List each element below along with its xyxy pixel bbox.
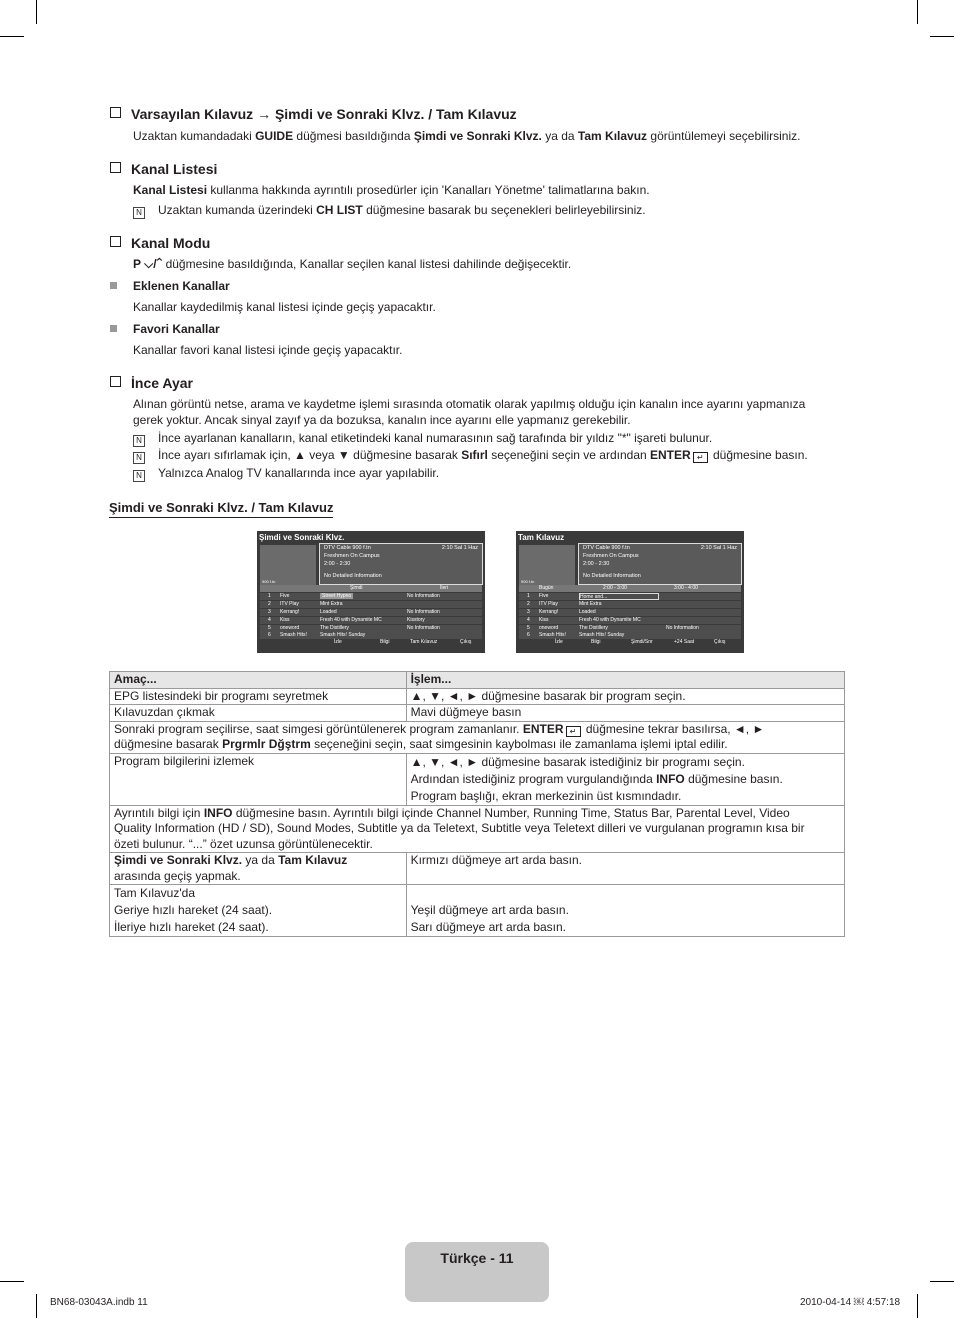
channel-up-down-icon: ⌵/⌃ [144, 257, 163, 271]
table-row [110, 753, 845, 805]
table-cell: Yeşil düğmeye art arda basın. Sarı düğmeye art arda basın. [406, 885, 844, 937]
guide-row[interactable]: 2 ITV Play Mint Extra [260, 601, 482, 608]
guide-row[interactable]: 2 ITV Play Mint Extra [519, 601, 741, 608]
table-row [110, 885, 845, 937]
page-number-tab: Türkçe - 11 [405, 1242, 549, 1302]
table-cell: ▲, ▼, ◄, ► düğmesine basarak istediğiniz bir programı seçin. Ardından istediğiniz program vurgulandığında INFO düğmesine basın. Program başlığı, ekran merkezinin üst kısmındadır. [406, 753, 844, 805]
table-cell: Program bilgilerini izlemek [110, 753, 407, 805]
table-row [110, 853, 845, 885]
crop-mark [930, 36, 954, 37]
crop-mark [36, 0, 37, 24]
paragraph: gerek yoktur. Ancak sinyal zayıf ya da bozuksa, kanalın ince ayarını elle yapmanız gerekebilir. [133, 413, 631, 427]
paragraph: Uzaktan kumandadaki GUIDE düğmesi basıldığında Şimdi ve Sonraki Klvz. ya da Tam Kılavuz görüntülemeyi seçebilirsiniz. [133, 129, 801, 143]
checkbox-icon [110, 376, 121, 387]
crop-mark [36, 1294, 37, 1318]
crop-mark [917, 0, 918, 24]
guide-row[interactable]: 4 Kiss Fresh 40 with Dynamite MC Kisstory [260, 617, 482, 624]
table-cell: ▲, ▼, ◄, ► düğmesine basarak bir program seçin. [406, 688, 844, 705]
section-heading: İnce Ayar [110, 375, 193, 391]
bullet-desc: Kanallar kaydedilmiş kanal listesi içinde geçiş yapacaktır. [133, 300, 436, 314]
section-heading: Varsayılan Kılavuz → Şimdi ve Sonraki Klvz. / Tam Kılavuz [110, 106, 517, 122]
table-row [110, 688, 845, 705]
column-header: Bugün 2:00 - 3:00 3:00 - 4:00 [519, 585, 741, 592]
table-header-row [110, 672, 845, 689]
section-heading: Kanal Modu [110, 235, 210, 251]
table-cell: Mavi düğmeye basın [406, 705, 844, 722]
bullet-icon [110, 325, 117, 332]
table-row [110, 721, 845, 753]
program-info-box: DTV Cable 900 f.tn 2:10 Sal 1 Haz Freshmen On Campus 2:00 - 2:30 No Detailed Information [578, 543, 742, 585]
guide-row[interactable]: 5 oneword The Distillery No Information [260, 625, 482, 632]
paragraph: P ⌵/⌃ düğmesine basıldığında, Kanallar seçilen kanal listesi dahilinde değişecektir. [133, 257, 572, 271]
table-cell: Şimdi ve Sonraki Klvz. ya da Tam Kılavuz arasında geçiş yapmak. [110, 853, 407, 885]
guide-row[interactable]: 4 Kiss Fresh 40 with Dynamite MC [519, 617, 741, 624]
note-icon: N [133, 470, 145, 482]
guide-row[interactable]: 6 Smash Hits! Smash Hits! Sunday [519, 632, 741, 639]
enter-icon: ↵ [693, 452, 708, 463]
table-cell: Ayrıntılı bilgi için INFO düğmesine basın. Ayrıntılı bilgi içinde Channel Number, Running Time, Status Bar, Parental Level, Video Quality Information (HD / SD), Sound Modes, Subtitle ya da Teletext, Subtitle veya Teletext dilleri ve vurgulanan programın kısa bir özeti bulunur. “...” özet uzunsa görüntülenecektir. [110, 805, 845, 853]
now-next-guide-screenshot: Şimdi ve Sonraki Klvz. 900 f.tn DTV Cable 900 f.tn 2:10 Sal 1 Haz Freshmen On Campus 2:00 - 2:30 No Detailed Information Şimdi İleri 1 Five Street Hypno No Information 2 ITV Play Mint Extra 3 Kerrang! Loaded No Information 4 Kiss Fresh 40 with Dynamite MC Kisstory 5 oneword The Distillery No Information 6 Smash Hits! Smash Hits! Sunday İzle Bilgi Tam Kılavuz Çıkış [257, 531, 485, 653]
enter-icon: ↵ [566, 726, 581, 737]
table-header-cell: Amaç... [110, 672, 407, 689]
table-cell: Kılavuzdan çıkmak [110, 705, 407, 722]
program-info-box: DTV Cable 900 f.tn 2:10 Sal 1 Haz Freshmen On Campus 2:00 - 2:30 No Detailed Information [319, 543, 483, 585]
table-header-cell: İşlem... [406, 672, 844, 689]
note: N İnce ayarı sıfırlamak için, ▲ veya ▼ düğmesine basarak Sıfırl seçeneğini seçin ve ardından ENTER ↵ düğmesine basın. [133, 448, 808, 464]
print-file-label: BN68-03043A.indb 11 [50, 1297, 148, 1308]
guide-row[interactable]: 6 Smash Hits! Smash Hits! Sunday [260, 632, 482, 639]
table-cell: EPG listesindeki bir programı seyretmek [110, 688, 407, 705]
checkbox-icon [110, 236, 121, 247]
guide-row[interactable]: 5 oneword The Distillery No Information [519, 625, 741, 632]
table-cell: Tam Kılavuz'da Geriye hızlı hareket (24 saat). İleriye hızlı hareket (24 saat). [110, 885, 407, 937]
screen-title: Tam Kılavuz [518, 533, 565, 542]
guide-row[interactable]: 3 Kerrang! Loaded No Information [260, 609, 482, 616]
section-heading: Kanal Listesi [110, 161, 217, 177]
guide-row[interactable]: 1 Five Home and... [519, 593, 741, 600]
note-icon: N [133, 435, 145, 447]
screen-title: Şimdi ve Sonraki Klvz. [259, 533, 345, 542]
bullet-item: Eklenen Kanallar [110, 279, 230, 293]
print-date-label: 2010-04-14 ￼ 4:57:18 [800, 1297, 901, 1308]
guide-heading: Şimdi ve Sonraki Klvz. / Tam Kılavuz [109, 500, 333, 518]
guide-row[interactable]: 3 Kerrang! Loaded [519, 609, 741, 616]
crop-mark [0, 36, 24, 37]
table-row [110, 705, 845, 722]
note-icon: N [133, 452, 145, 464]
note: N Uzaktan kumanda üzerindeki CH LIST düğmesine basarak bu seçenekleri belirleyebilirsiniz. [133, 203, 646, 219]
paragraph: Kanal Listesi kullanma hakkında ayrıntılı prosedürler için 'Kanalları Yönetme' talimatlarına bakın. [133, 183, 650, 197]
guide-row[interactable]: 1 Five Street Hypno No Information [260, 593, 482, 600]
checkbox-icon [110, 107, 121, 118]
table-cell: Kırmızı düğmeye art arda basın. [406, 853, 844, 885]
crop-mark [0, 1281, 24, 1282]
bullet-desc: Kanallar favori kanal listesi içinde geçiş yapacaktır. [133, 343, 403, 357]
paragraph: Alınan görüntü netse, arama ve kaydetme işlemi sırasında otomatik olarak yapılmış olduğu için kanalın ince ayarını yapmanıza [133, 397, 806, 411]
crop-mark [917, 1294, 918, 1318]
guide-usage-table [109, 671, 845, 937]
note-icon: N [133, 207, 145, 219]
preview-thumbnail: 900 f.tn [260, 545, 316, 585]
note: N Yalnızca Analog TV kanallarında ince ayar yapılabilir. [133, 466, 439, 482]
full-guide-screenshot: Tam Kılavuz 900 f.tn DTV Cable 900 f.tn 2:10 Sal 1 Haz Freshmen On Campus 2:00 - 2:30 No Detailed Information Bugün 2:00 - 3:00 3:00 - 4:00 1 Five Home and... 2 ITV Play Mint Extra 3 Kerrang! Loaded 4 Kiss Fresh 40 with Dynamite MC 5 oneword The Distillery No Information 6 Smash Hits! Smash Hits! Sunday İzle Bilgi Şimdi/Snr +24 Saat Çıkış [516, 531, 744, 653]
table-row [110, 805, 845, 853]
preview-thumbnail: 900 f.tn [519, 545, 575, 585]
note: N İnce ayarlanan kanalların, kanal etiketindeki kanal numarasının sağ tarafında bir yıldız "*" işareti bulunur. [133, 431, 712, 447]
crop-mark [930, 1281, 954, 1282]
checkbox-icon [110, 162, 121, 173]
bullet-icon [110, 282, 117, 289]
column-header: Şimdi İleri [260, 585, 482, 592]
bullet-item: Favori Kanallar [110, 322, 220, 336]
table-cell: Sonraki program seçilirse, saat simgesi görüntülenerek program zamanlanır. ENTER ↵ düğmesine tekrar basılırsa, ◄, ► düğmesine basarak Prgrmlr Dğştrm seçeneğini seçin, saat simgesinin kaybolması ile zamanlama işlemi iptal edilir. [110, 721, 845, 753]
